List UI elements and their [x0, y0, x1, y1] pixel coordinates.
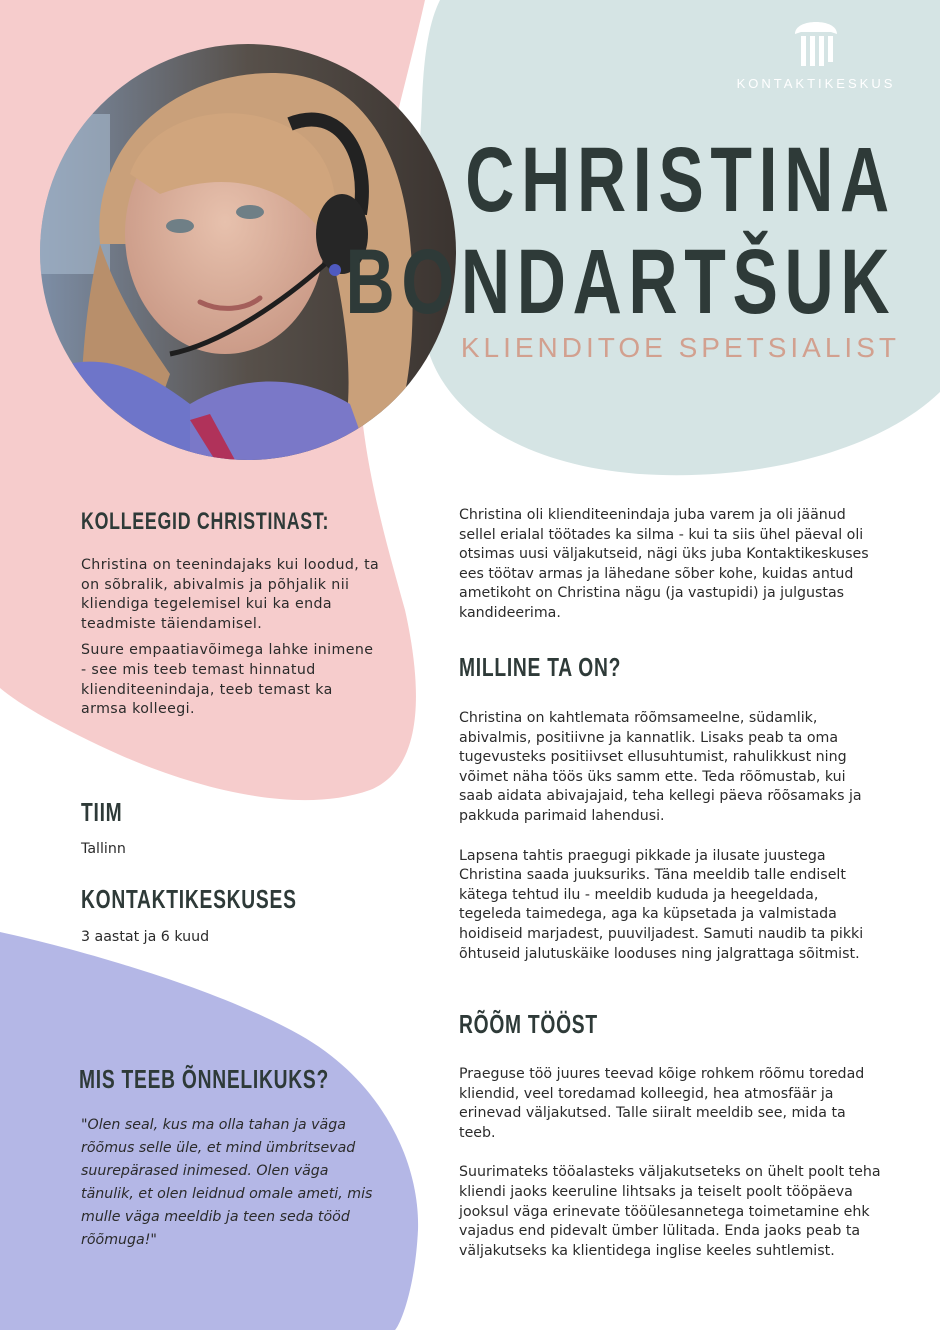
happiness-quote: "Olen seal, kus ma olla tahan ja väga rõõmus selle üle, et mind ümbritsevad suurepärased inimesed. Olen väga tänulik, et olen leidnud omale ameti, mis mulle väga meeldib ja teen seda tööd rõõmuga!" [81, 1117, 373, 1248]
happiness-heading: MIS TEEB ÕNNELIKUKS? [79, 1064, 329, 1094]
intro-text: Christina oli klienditeenindaja juba varem ja oli jäänud sellel erialal töötades ka silma - kui ta siis ühel päeval oli otsimas uusi väljakutseid, nägi üks juba Kontaktikeskuses ees töötav armas ja lähedane sõber kohe, kuidas antud ametikoht on Christina nägu (ja vastupidi) ja julgustas kandideerima. [459, 507, 869, 621]
colleagues-paragraph-2: Suure empaatiavõimega lahke inimene - see mis teeb temast hinnatud klienditeenindaja, teeb temast ka armsa kolleegi. [81, 642, 374, 718]
who-text [459, 709, 883, 971]
colleagues-heading: KOLLEEGID CHRISTINAST: [81, 508, 330, 535]
joy-paragraph-1: Praeguse töö juures teevad kõige rohkem rõõmu toredad kliendid, veel toredamad kolleegid, hea atmosfäär ja erinevad väljakutsed. Talle siiralt meeldib see, mida ta teeb. [459, 1066, 865, 1141]
joy-paragraph-2: Suurimateks tööalasteks väljakutseteks on ühelt poolt teha kliendi jaoks keeruline lihtsaks ja teiselt poolt tööpäeva jooksul väga erinevate tööülesannetega toimetamine ehk vajadus end pidevalt ümber lülitada. Enda jaoks peab ta väljakutseks ka klientidega inglise keeles suhtlemist. [459, 1164, 881, 1259]
joy-heading: RÕÕM TÖÖST [459, 1009, 598, 1039]
company-logo [736, 20, 896, 91]
colleagues-paragraph-1: Christina on teenindajaks kui loodud, ta on sõbralik, abivalmis ja põhjalik nii kliendiga tegelemisel kui ka enda teadmiste täiendamisel. [81, 557, 380, 632]
building-columns-icon [791, 20, 841, 68]
tenure-value: 3 aastat ja 6 kuud [81, 929, 210, 945]
name-last: BONDARTŠUK [345, 231, 896, 333]
who-paragraph-1: Christina on kahtlemata rõõmsameelne, südamlik, abivalmis, positiivne ja kannatlik. Lisaks peab ta oma tugevusteks positiivset ellusuhtumist, rahulikkust ning võimet näha töös üks samm ette. Teda rõõmustab, kui saab aidata abivajajaid, teha kellegi päeva rõõsamaks ja pakkuda parimaid lahendusi. [459, 710, 862, 824]
tenure-heading: KONTAKTIKESKUSES [81, 884, 297, 914]
joy-text [459, 1065, 883, 1268]
logo-text: KONTAKTIKESKUS [736, 76, 896, 91]
name-first: CHRISTINA [465, 129, 896, 231]
job-title: KLIENDITOE SPETSIALIST [460, 332, 900, 363]
team-value: Tallinn [81, 841, 126, 857]
team-heading: TIIM [81, 797, 123, 827]
who-heading: MILLINE TA ON? [459, 652, 622, 682]
colleagues-text [81, 556, 381, 727]
who-paragraph-2: Lapsena tahtis praegugi pikkade ja ilusate juustega Christina saada juuksuriks. Täna meeldib talle endiselt kätega tehtud ilu - meeldib kududa ja heegeldada, tegeleda taimedega, aga ka küpsetada ja valmistada hoidiseid marjadest, puuviljadest. Samuti naudib ta pikki õhtuseid jalutuskäike looduses ning jalgrattaga sõitmist. [459, 847, 864, 962]
